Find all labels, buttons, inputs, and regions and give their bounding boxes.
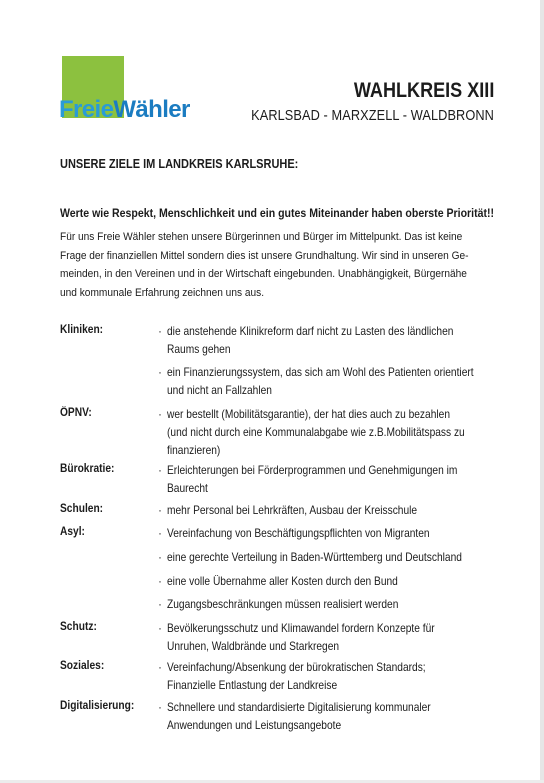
goal-item <box>167 406 501 460</box>
goal-item-line: mehr Personal bei Lehrkräften, Ausbau der Kreisschule <box>167 504 418 517</box>
goal-item <box>167 699 501 735</box>
goal-item-line: wer bestellt (Mobilitätsgarantie), der hat dies auch zu bezahlen <box>167 408 451 421</box>
goal-item <box>167 323 501 359</box>
goal-item <box>167 659 501 695</box>
logo-word-freie: Freie <box>59 96 114 123</box>
bullet-dot: · <box>158 700 162 714</box>
bullet-dot: · <box>158 365 162 379</box>
goal-item-line: Vereinfachung von Beschäftigungspflichten von Migranten <box>167 527 430 540</box>
goal-item <box>167 596 501 614</box>
bullet-dot: · <box>158 621 162 635</box>
topic-label: Schutz: <box>60 620 97 633</box>
topic-label: Digitalisierung: <box>60 699 135 712</box>
goal-item-line: (und nicht durch eine Kommunalabgabe wie z.B.Mobilitätspass zu <box>167 426 465 439</box>
goal-item <box>167 620 501 656</box>
topic-label: Asyl: <box>60 525 85 538</box>
goal-item-line: Finanzielle Entlastung der Landkreise <box>167 679 338 692</box>
section-heading: UNSERE ZIELE IM LANDKREIS KARLSRUHE: <box>60 157 299 171</box>
goal-item-line: finanzieren) <box>167 444 221 457</box>
intro-line: Für uns Freie Wähler stehen unsere Bürgerinnen und Bürger im Mittelpunkt. Das ist keine <box>60 231 463 243</box>
goal-item-line: die anstehende Klinikreform darf nicht zu Lasten des ländlichen <box>167 325 454 338</box>
bullet-dot: · <box>158 550 162 564</box>
bullet-dot: · <box>158 526 162 540</box>
topic-label: Schulen: <box>60 502 104 515</box>
topic-label: ÖPNV: <box>60 406 92 419</box>
bullet-dot: · <box>158 407 162 421</box>
lead-statement: Werte wie Respekt, Menschlichkeit und ein gutes Miteinander haben oberste Priorität!! <box>60 206 495 220</box>
goal-item <box>167 573 501 591</box>
goal-item-line: eine gerechte Verteilung in Baden-Württemberg und Deutschland <box>167 551 462 564</box>
goal-item-line: Zugangsbeschränkungen müssen realisiert werden <box>167 598 399 611</box>
topic-label: Bürokratie: <box>60 462 115 475</box>
goal-item-line: Baurecht <box>167 482 208 495</box>
goal-item-line: und nicht an Fallzahlen <box>167 384 272 397</box>
intro-line: meinden, in den Vereinen und in der Wirtschaft eingebunden. Unabhängigkeit, Bürgernähe <box>60 268 467 281</box>
goal-item-line: Vereinfachung/Absenkung der bürokratischen Standards; <box>167 661 426 674</box>
bullet-dot: · <box>158 574 162 588</box>
goal-item <box>167 502 501 520</box>
goal-item-line: Bevölkerungsschutz und Klimawandel fordern Konzepte für <box>167 622 435 635</box>
bullet-dot: · <box>158 660 162 674</box>
page-subtitle: KARLSBAD - MARXZELL - WALDBRONN <box>251 108 494 124</box>
goal-item <box>167 525 501 543</box>
bullet-dot: · <box>158 597 162 611</box>
intro-line: und kommunale Erfahrung zeichnen uns aus. <box>60 286 265 299</box>
intro-paragraph <box>60 228 492 302</box>
goal-item-line: Erleichterungen bei Förderprogrammen und Genehmigungen im <box>167 464 458 477</box>
intro-line: Frage der finanziellen Mittel sondern dies ist unsere Grundhaltung. Wir sind in unseren Ge- <box>60 249 469 262</box>
goal-item-line: ein Finanzierungssystem, das sich am Wohl des Patienten orientiert <box>167 366 474 379</box>
page-title: WAHLKREIS XIII <box>353 79 494 102</box>
freie-waehler-logo <box>59 98 190 122</box>
goal-item-line: Schnellere und standardisierte Digitalisierung kommunaler <box>167 701 431 714</box>
topic-label: Soziales: <box>60 659 105 672</box>
page-edge-shadow <box>540 0 544 783</box>
goal-item-line: Anwendungen und Leistungsangebote <box>167 719 342 732</box>
bullet-dot: · <box>158 463 162 477</box>
goal-item <box>167 462 501 498</box>
topic-label: Kliniken: <box>60 323 104 336</box>
goal-item-line: Raums gehen <box>167 343 231 356</box>
goal-item <box>167 364 501 400</box>
logo-word-waehler: Wähler <box>113 96 190 123</box>
bullet-dot: · <box>158 503 162 517</box>
goal-item <box>167 549 501 567</box>
goal-item-line: Unruhen, Waldbrände und Starkregen <box>167 640 340 653</box>
goal-item-line: eine volle Übernahme aller Kosten durch den Bund <box>167 575 398 588</box>
bullet-dot: · <box>158 324 162 338</box>
